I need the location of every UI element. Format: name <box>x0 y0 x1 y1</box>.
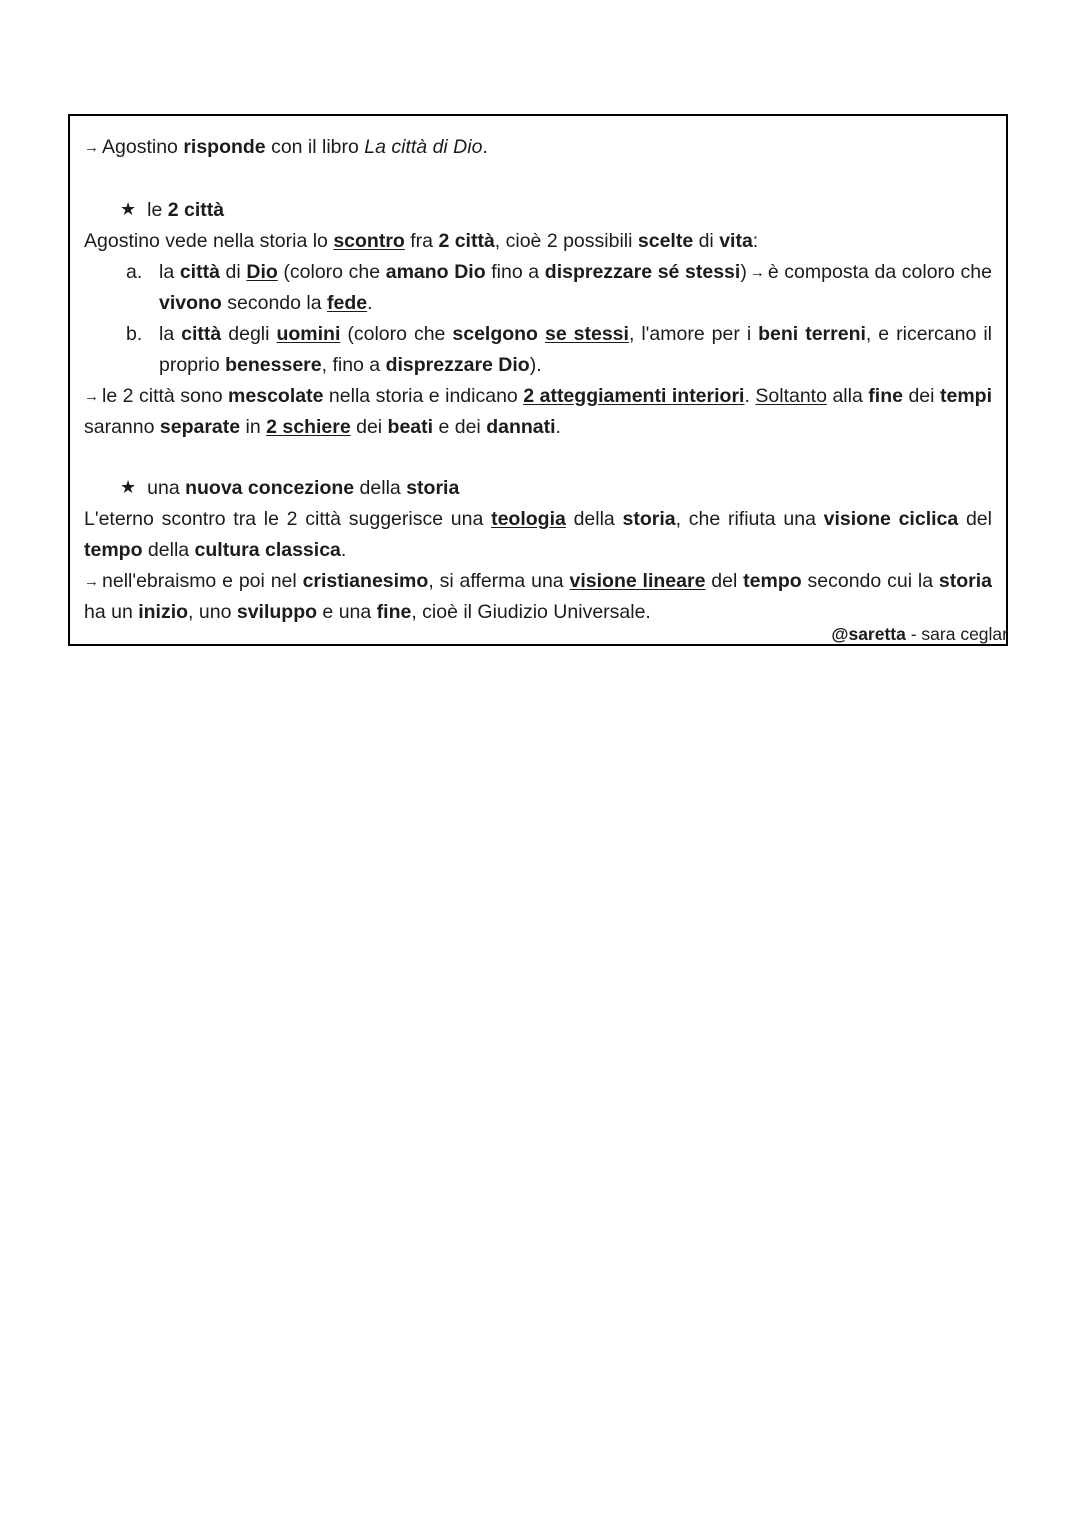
para2-bold-cristianesimo: cristianesimo <box>302 570 429 592</box>
para1-bold-storia: storia <box>622 508 676 530</box>
para2-text-2: , si afferma una <box>428 570 570 592</box>
signature <box>68 622 1008 646</box>
spacer-2 <box>84 443 992 472</box>
para2-bold-underline-visione-lineare: visione lineare <box>569 570 706 592</box>
section-one-heading <box>84 194 992 226</box>
closing-bold-underline-schiere: 2 schiere <box>266 416 351 438</box>
lead-text-5: : <box>752 230 759 252</box>
closing-text-9: e dei <box>433 416 487 438</box>
section-one-lead <box>84 226 992 257</box>
arrow-bullet-icon: → <box>84 388 99 405</box>
item-a-text-7: secondo la <box>221 292 327 314</box>
para1-bold-underline-teologia: teologia <box>491 508 566 530</box>
item-a-text-1: la <box>159 261 180 283</box>
signature-name: sara ceglar <box>921 624 1008 644</box>
item-b-bold-disprezzare-dio: disprezzare Dio <box>385 354 530 376</box>
para2-text-4: secondo cui la <box>801 570 939 592</box>
closing-bold-tempi: tempi <box>939 385 992 407</box>
closing-text-1: le 2 città sono <box>102 385 229 407</box>
closing-bold-beati: beati <box>387 416 434 438</box>
para1-text-3: , che rifiuta una <box>675 508 824 530</box>
item-b-text-8: ). <box>529 354 542 376</box>
para1-text-4: del <box>958 508 992 530</box>
closing-bold-mescolate: mescolate <box>228 385 324 407</box>
item-b-bold-underline-uomini: uomini <box>276 323 341 345</box>
arrow-bullet-icon: → <box>84 573 99 590</box>
closing-text-3: . <box>744 385 756 407</box>
item-b-bold-scelgono: scelgono <box>452 323 538 345</box>
section-one-heading-bold: 2 città <box>167 199 225 221</box>
intro-italic-title: La città di Dio <box>364 136 483 158</box>
section-two-heading-plain-2: della <box>354 477 407 499</box>
item-a-text-6: è composta da coloro che <box>767 261 992 283</box>
closing-text-7: in <box>240 416 267 438</box>
signature-separator: - <box>905 624 922 644</box>
lead-text-4: di <box>693 230 720 252</box>
para2-text-8: , cioè il Giudizio Universale. <box>411 601 651 623</box>
arrow-bullet-icon: → <box>84 139 99 156</box>
item-a-text-5: ) <box>740 261 747 283</box>
section-two-paragraph-2 <box>84 566 992 628</box>
item-b-bold-benessere: benessere <box>225 354 322 376</box>
item-b-text-2: degli <box>221 323 277 345</box>
star-bullet-icon: ★ <box>120 199 137 219</box>
closing-text-2: nella storia e indicano <box>323 385 524 407</box>
item-a-bold-vivono: vivono <box>159 292 222 314</box>
para1-text-6: . <box>340 539 347 561</box>
item-b-text-4 <box>538 323 545 345</box>
signature-handle: @saretta <box>831 624 906 644</box>
intro-text-2: con il libro <box>265 136 365 158</box>
para2-text-3: del <box>705 570 744 592</box>
section-one-heading-plain: le <box>147 199 168 221</box>
para2-text-6: , uno <box>188 601 237 623</box>
item-a-bold-underline-dio: Dio <box>246 261 278 283</box>
list-item <box>84 257 992 319</box>
note-body <box>84 132 992 628</box>
item-a-text-8: . <box>367 292 373 314</box>
item-b-text-5: , l'amore per i <box>628 323 759 345</box>
alpha-list <box>84 257 992 381</box>
lead-bold-vita: vita <box>719 230 753 252</box>
list-marker-b: b. <box>126 323 143 345</box>
para1-bold-visione-ciclica: visione ciclica <box>823 508 959 530</box>
closing-text-4: alla <box>826 385 869 407</box>
para2-bold-tempo: tempo <box>743 570 802 592</box>
item-b-text-1: la <box>159 323 182 345</box>
section-two-heading-plain-1: una <box>147 477 186 499</box>
para2-bold-inizio: inizio <box>138 601 189 623</box>
closing-bold-dannati: dannati <box>486 416 556 438</box>
intro-text-1: Agostino <box>102 136 184 158</box>
para2-bold-sviluppo: sviluppo <box>236 601 318 623</box>
closing-text-6: saranno <box>84 416 160 438</box>
lead-text-3: , cioè 2 possibili <box>494 230 638 252</box>
closing-bold-fine: fine <box>868 385 903 407</box>
item-b-bold-underline-se-stessi: se stessi <box>544 323 629 345</box>
list-marker-a: a. <box>126 261 143 283</box>
para2-bold-storia: storia <box>938 570 993 592</box>
closing-underline-soltanto: Soltanto <box>755 385 827 407</box>
item-a-bold-amano-dio: amano Dio <box>385 261 486 283</box>
intro-paragraph <box>84 132 992 163</box>
section-two-paragraph-1 <box>84 504 992 566</box>
note-box <box>68 114 1008 646</box>
star-bullet-icon: ★ <box>120 477 137 497</box>
item-a-text-2: di <box>219 261 247 283</box>
para1-text-2: della <box>565 508 623 530</box>
lead-bold-due-citta: 2 città <box>438 230 495 252</box>
item-a-text-3: (coloro che <box>277 261 386 283</box>
list-item <box>84 319 992 381</box>
para1-bold-cultura-classica: cultura classica <box>194 539 341 561</box>
para2-text-7: e una <box>317 601 377 623</box>
item-b-bold-citta: città <box>181 323 222 345</box>
closing-text-8: dei <box>350 416 388 438</box>
item-b-text-3: (coloro che <box>340 323 453 345</box>
para2-text-1: nell'ebraismo e poi nel <box>102 570 303 592</box>
para1-text-1: L'eterno scontro tra le 2 città suggerisce una <box>84 508 492 530</box>
section-one-closing <box>84 381 992 443</box>
section-two-heading-bold-1: nuova concezione <box>185 477 355 499</box>
para2-text-5: ha un <box>84 601 139 623</box>
para1-text-5: della <box>142 539 195 561</box>
intro-bold-risponde: risponde <box>183 136 266 158</box>
item-b-text-6: , e ricercano il proprio <box>159 323 992 376</box>
closing-text-5: dei <box>902 385 940 407</box>
para2-bold-fine: fine <box>376 601 412 623</box>
lead-text-2: fra <box>404 230 439 252</box>
arrow-inline-icon: → <box>749 264 765 281</box>
para1-bold-tempo: tempo <box>84 539 143 561</box>
lead-bold-scelte: scelte <box>637 230 694 252</box>
section-two-heading <box>84 472 992 504</box>
item-b-bold-beni-terreni: beni terreni <box>758 323 866 345</box>
closing-text-10: . <box>555 416 561 438</box>
section-two-heading-bold-2: storia <box>406 477 460 499</box>
spacer-1 <box>84 163 992 194</box>
closing-bold-underline-atteggiamenti: 2 atteggiamenti interiori <box>523 385 745 407</box>
item-b-text-7: , fino a <box>321 354 386 376</box>
item-a-text-4: fino a <box>485 261 545 283</box>
lead-text-1: Agostino vede nella storia lo <box>84 230 334 252</box>
closing-bold-separate: separate <box>159 416 241 438</box>
item-a-bold-disprezzare: disprezzare sé stessi <box>544 261 741 283</box>
lead-bold-underline-scontro: scontro <box>333 230 405 252</box>
item-a-bold-citta: città <box>179 261 220 283</box>
intro-text-3: . <box>482 136 488 158</box>
item-a-bold-underline-fede: fede <box>327 292 368 314</box>
